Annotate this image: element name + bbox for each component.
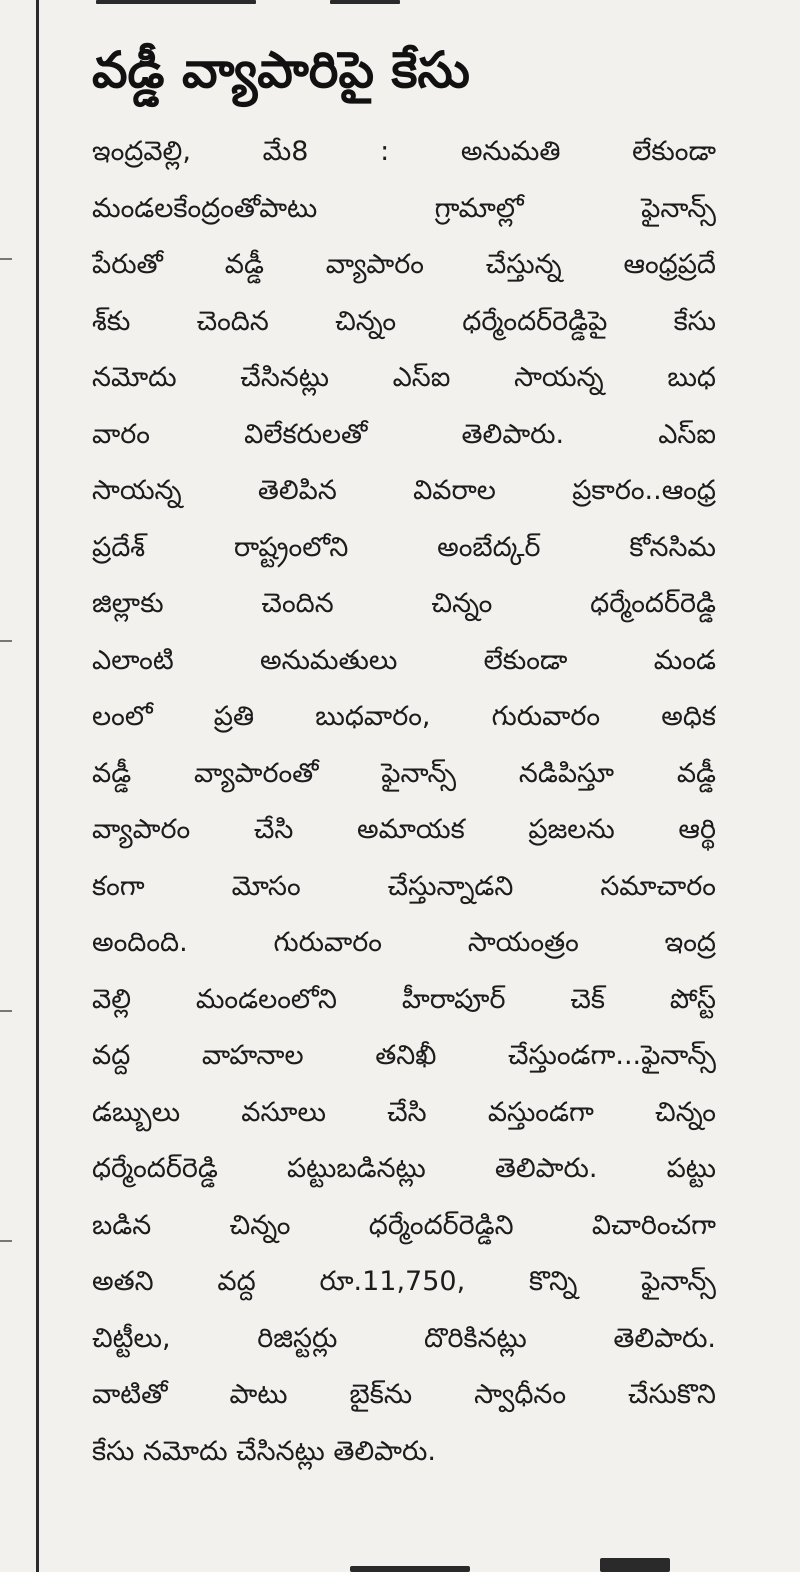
article-body: [92, 124, 716, 1480]
article-line: అందింది. గురువారం సాయంత్రం ఇంద్ర: [92, 927, 716, 958]
next-article-fragment: [350, 1566, 470, 1572]
article-line: ఇంద్రవెల్లి, మే8 : అనుమతి లేకుండా: [92, 136, 716, 167]
article-line: ఎలాంటి అనుమతులు లేకుండా మండ: [92, 644, 716, 676]
article-line: చిట్టీలు, రిజిస్టర్లు దొరికినట్లు తెలిపారు.: [92, 1322, 716, 1354]
previous-article-fragment: [330, 0, 400, 4]
article-line: మండలకేంద్రంతోపాటు గ్రామాల్లో ఫైనాన్స్: [92, 192, 716, 224]
previous-article-fragment: [96, 0, 256, 4]
article-line: వెల్లి మండలంలోని హీరాపూర్ చెక్ పోస్ట్: [92, 983, 716, 1015]
article-line: పేరుతో వడ్డీ వ్యాపారం చేస్తున్న ఆంధ్రప్రదే: [92, 249, 716, 280]
next-article-fragment: [600, 1558, 670, 1572]
article-line: వారం విలేకరులతో తెలిపారు. ఎస్ఐ: [92, 418, 716, 450]
article-line: శ్‌కు చెందిన చిన్నం ధర్మేందర్‌రెడ్డిపై కేసు: [92, 305, 716, 337]
article-line: వాటితో పాటు బైక్‌ను స్వాధీనం చేసుకొని: [92, 1379, 716, 1410]
article-line: అతని వద్ద రూ.11,750, కొన్ని ఫైనాన్స్: [92, 1266, 716, 1297]
article-line: లంలో ప్రతి బుధవారం, గురువారం అధిక: [92, 701, 716, 732]
left-edge-mark: [0, 1010, 12, 1012]
article-line: డబ్బులు వసూలు చేసి వస్తుండగా చిన్నం: [92, 1096, 716, 1128]
article-line: సాయన్న తెలిపిన వివరాల ప్రకారం..ఆంధ్ర: [92, 475, 716, 506]
article-line: జిల్లాకు చెందిన చిన్నం ధర్మేందర్‌రెడ్డి: [92, 588, 716, 619]
article-line: కేసు నమోదు చేసినట్లు తెలిపారు.: [92, 1435, 436, 1467]
article-line: కంగా మోసం చేస్తున్నాడని సమాచారం: [92, 870, 716, 902]
article-line: వడ్డీ వ్యాపారంతో ఫైనాన్స్ నడిపిస్తూ వడ్డీ: [92, 757, 716, 789]
left-edge-mark: [0, 258, 12, 260]
headline: వడ్డీ వ్యాపారిపై కేసు: [92, 41, 470, 99]
article-line: ప్రదేశ్ రాష్ట్రంలోని అంబేద్కర్ కోనసిమ: [92, 531, 716, 563]
article-line: నమోదు చేసినట్లు ఎస్ఐ సాయన్న బుధ: [92, 362, 716, 393]
article-line: బడిన చిన్నం ధర్మేందర్‌రెడ్డిని విచారించగా: [92, 1209, 716, 1241]
left-edge-mark: [0, 1240, 12, 1242]
article-line: వ్యాపారం చేసి అమాయక ప్రజలను ఆర్థి: [92, 814, 716, 845]
column-rule: [36, 0, 39, 1572]
article-line: ధర్మేందర్‌రెడ్డి పట్టుబడినట్లు తెలిపారు. పట్టు: [92, 1153, 716, 1184]
article-line: వద్ద వాహనాల తనిఖీ చేస్తుండగా...ఫైనాన్స్: [92, 1040, 716, 1071]
left-edge-mark: [0, 640, 12, 642]
